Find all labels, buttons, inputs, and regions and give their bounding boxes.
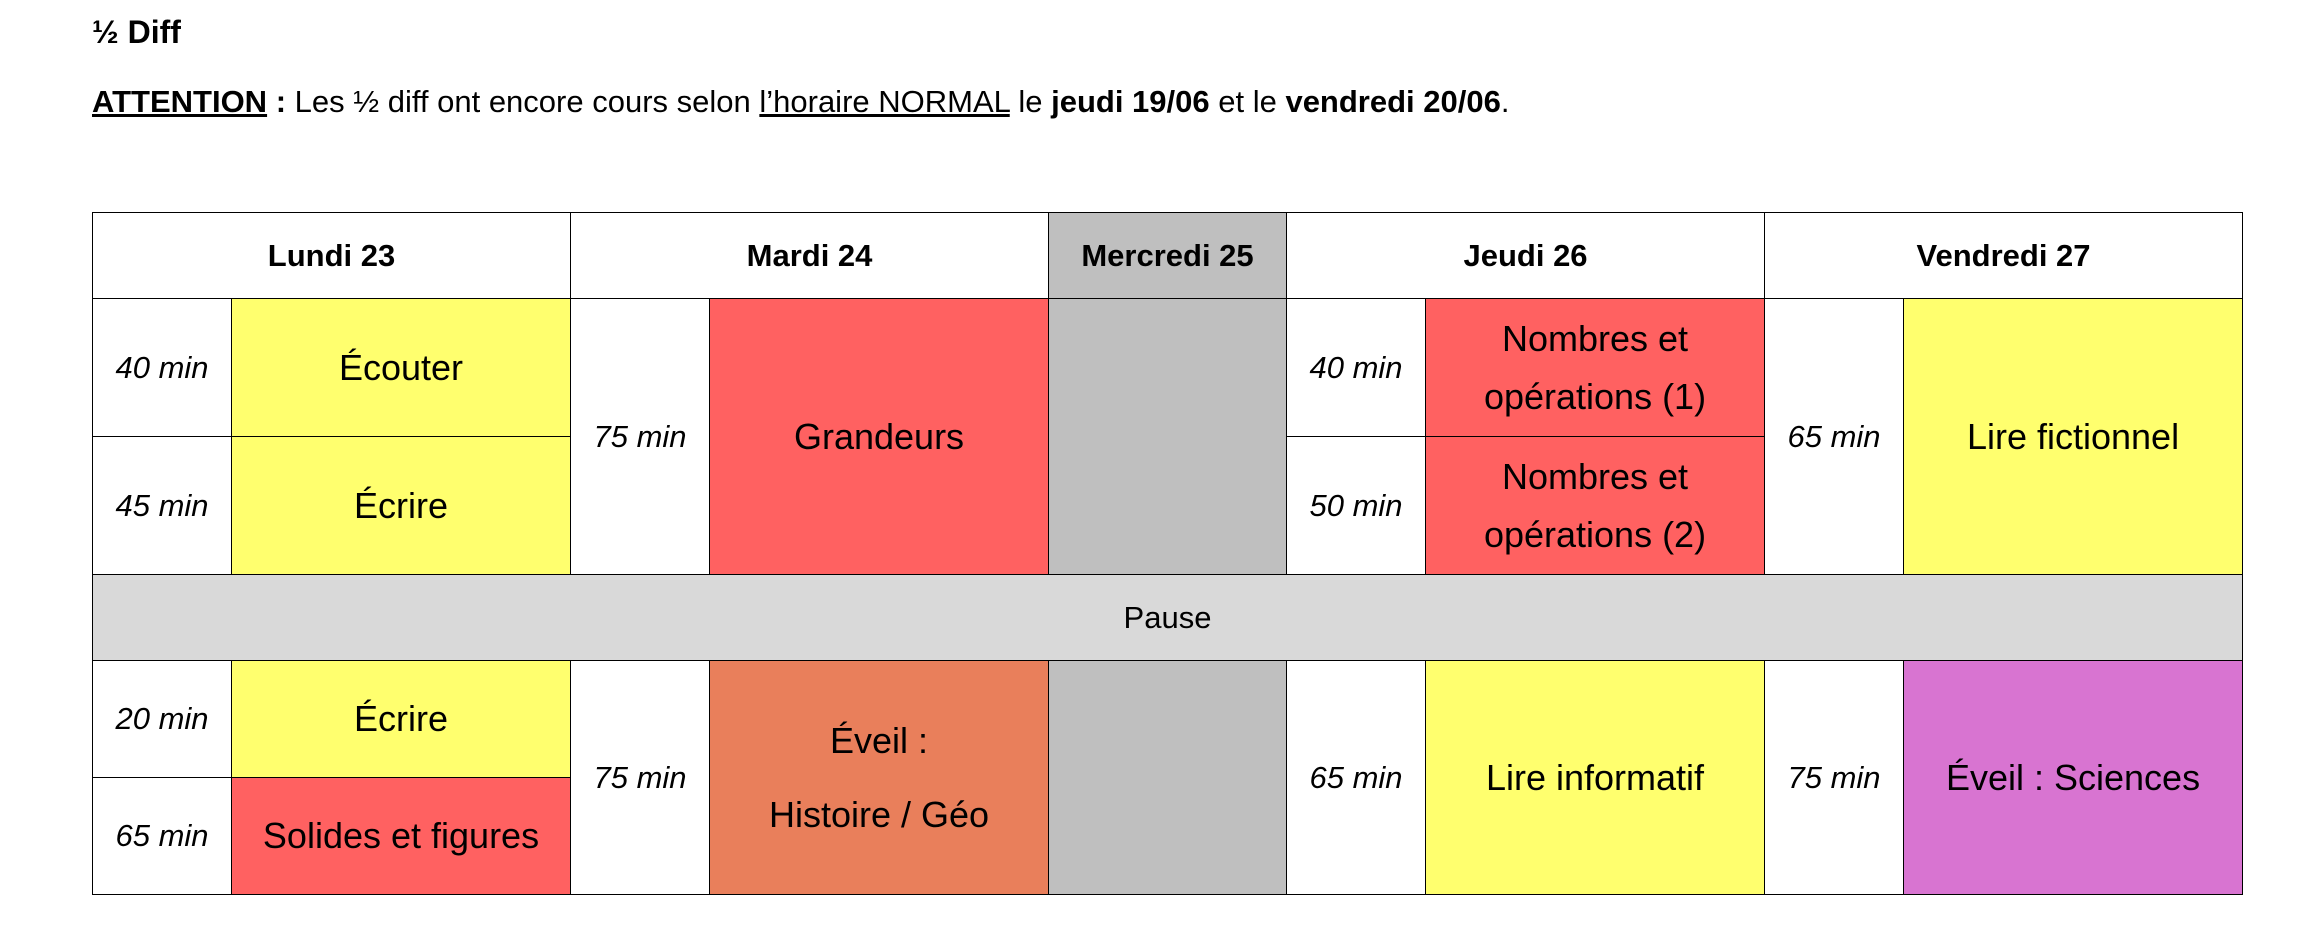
monday-slot3-subject: Écrire bbox=[232, 661, 571, 778]
notice-end: . bbox=[1500, 84, 1510, 119]
tuesday-pm-duration: 75 min bbox=[571, 661, 710, 895]
tuesday-am-duration: 75 min bbox=[571, 299, 710, 575]
pause-label: Pause bbox=[93, 575, 2243, 661]
afternoon-row-1 bbox=[93, 661, 2243, 778]
monday-slot3-duration: 20 min bbox=[93, 661, 232, 778]
thursday-slot1-line2: opérations (1) bbox=[1483, 375, 1707, 417]
notice-date-1: jeudi 19/06 bbox=[1051, 84, 1210, 119]
notice-lead: ATTENTION bbox=[92, 84, 268, 119]
tuesday-am-subject: Grandeurs bbox=[710, 299, 1049, 575]
thursday-slot1-line1: Nombres et bbox=[1501, 317, 1689, 359]
thursday-slot1-subject bbox=[1426, 299, 1765, 437]
wednesday-pm-empty bbox=[1049, 661, 1287, 895]
monday-slot2-duration: 45 min bbox=[93, 437, 232, 575]
attention-notice bbox=[92, 82, 1509, 122]
day-header-friday: Vendredi 27 bbox=[1765, 213, 2243, 299]
monday-slot1-subject: Écouter bbox=[232, 299, 571, 437]
schedule-table bbox=[92, 212, 2243, 895]
monday-slot4-subject: Solides et figures bbox=[232, 778, 571, 895]
morning-row-1 bbox=[93, 299, 2243, 437]
thursday-slot2-line1: Nombres et bbox=[1501, 455, 1689, 497]
thursday-slot2-duration: 50 min bbox=[1287, 437, 1426, 575]
notice-colon: : bbox=[267, 84, 295, 119]
monday-slot4-duration: 65 min bbox=[93, 778, 232, 895]
friday-pm-subject: Éveil : Sciences bbox=[1904, 661, 2243, 895]
tuesday-pm-line1: Éveil : bbox=[829, 719, 929, 761]
notice-link: l’horaire NORMAL bbox=[759, 84, 1010, 119]
pause-row bbox=[93, 575, 2243, 661]
day-header-wednesday: Mercredi 25 bbox=[1049, 213, 1287, 299]
thursday-pm-duration: 65 min bbox=[1287, 661, 1426, 895]
notice-date-2: vendredi 20/06 bbox=[1285, 84, 1501, 119]
thursday-slot2-subject bbox=[1426, 437, 1765, 575]
monday-slot1-duration: 40 min bbox=[93, 299, 232, 437]
tuesday-pm-line2: Histoire / Géo bbox=[768, 793, 990, 835]
thursday-slot2-line2: opérations (2) bbox=[1483, 513, 1707, 555]
thursday-slot1-duration: 40 min bbox=[1287, 299, 1426, 437]
notice-text-3: et le bbox=[1209, 84, 1286, 119]
day-header-thursday: Jeudi 26 bbox=[1287, 213, 1765, 299]
notice-text-2: le bbox=[1009, 84, 1052, 119]
page-title: ½ Diff bbox=[92, 14, 181, 50]
notice-text-1: Les ½ diff ont encore cours selon bbox=[294, 84, 760, 119]
thursday-pm-subject: Lire informatif bbox=[1426, 661, 1765, 895]
header-row bbox=[93, 213, 2243, 299]
friday-am-subject: Lire fictionnel bbox=[1904, 299, 2243, 575]
friday-am-duration: 65 min bbox=[1765, 299, 1904, 575]
monday-slot2-subject: Écrire bbox=[232, 437, 571, 575]
wednesday-am-empty bbox=[1049, 299, 1287, 575]
day-header-tuesday: Mardi 24 bbox=[571, 213, 1049, 299]
day-header-monday: Lundi 23 bbox=[93, 213, 571, 299]
friday-pm-duration: 75 min bbox=[1765, 661, 1904, 895]
tuesday-pm-subject bbox=[710, 661, 1049, 895]
